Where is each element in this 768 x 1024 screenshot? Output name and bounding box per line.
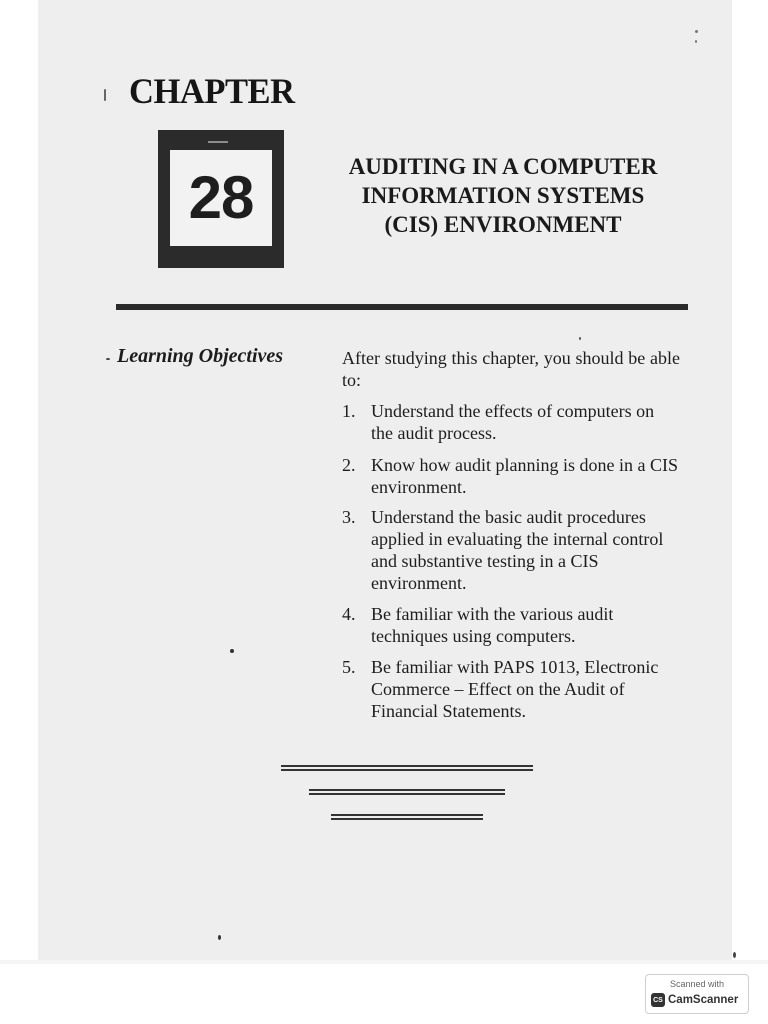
item-text: Know how audit planning is done in a CIS environment.: [371, 455, 678, 497]
chapter-label: CHAPTER: [129, 71, 295, 111]
watermark-caption: Scanned with: [669, 979, 725, 989]
chapter-title-line: (CIS) ENVIRONMENT: [384, 212, 622, 237]
scan-speck: [695, 30, 698, 33]
list-item: [342, 656, 682, 722]
list-item: [342, 603, 682, 647]
chapter-title-line: INFORMATION SYSTEMS: [361, 183, 645, 208]
watermark-brand-row: [651, 993, 738, 1007]
list-item: [342, 400, 682, 444]
section-divider: [116, 304, 688, 310]
list-item: [342, 506, 682, 594]
decorative-double-rule: [331, 814, 483, 820]
scan-speck: [695, 40, 697, 43]
chapter-number-panel: [170, 150, 272, 246]
camscanner-logo-icon: CS: [651, 993, 665, 1007]
page-edge: [0, 960, 768, 964]
scan-speck: [579, 337, 581, 340]
chapter-title: [318, 152, 688, 239]
item-text: Understand the effects of computers on the audit process.: [371, 401, 655, 443]
item-text: Be familiar with PAPS 1013, Electronic Commerce – Effect on the Audit of Financial Statements.: [371, 657, 659, 721]
chapter-box-tick: [208, 141, 228, 143]
item-text: Understand the basic audit procedures applied in evaluating the internal control and substantive testing in a CIS environment.: [371, 507, 664, 593]
scan-speck: [733, 952, 736, 958]
learning-objectives-heading: Learning Objectives: [117, 345, 284, 367]
chapter-number: 28: [188, 164, 254, 231]
list-item: [342, 454, 682, 498]
item-text: Be familiar with the various audit techniques using computers.: [371, 604, 614, 646]
item-number: 3.: [342, 507, 356, 527]
decorative-double-rule: [281, 765, 533, 771]
item-number: 5.: [342, 657, 356, 677]
item-number: 4.: [342, 604, 356, 624]
chapter-number-box: [158, 130, 284, 268]
chapter-title-line: AUDITING IN A COMPUTER: [348, 154, 658, 179]
objectives-list: [342, 400, 682, 722]
item-number: 1.: [342, 401, 356, 421]
scan-speck: [218, 935, 221, 940]
decorative-double-rule: [309, 789, 505, 795]
scan-speck: [106, 358, 110, 360]
camscanner-watermark: [645, 974, 749, 1014]
learning-objectives-intro: After studying this chapter, you should be able to:: [342, 348, 680, 390]
watermark-brand: CamScanner: [668, 994, 739, 1006]
scan-speck: [104, 89, 106, 101]
item-number: 2.: [342, 455, 356, 475]
scan-speck: [230, 649, 234, 653]
